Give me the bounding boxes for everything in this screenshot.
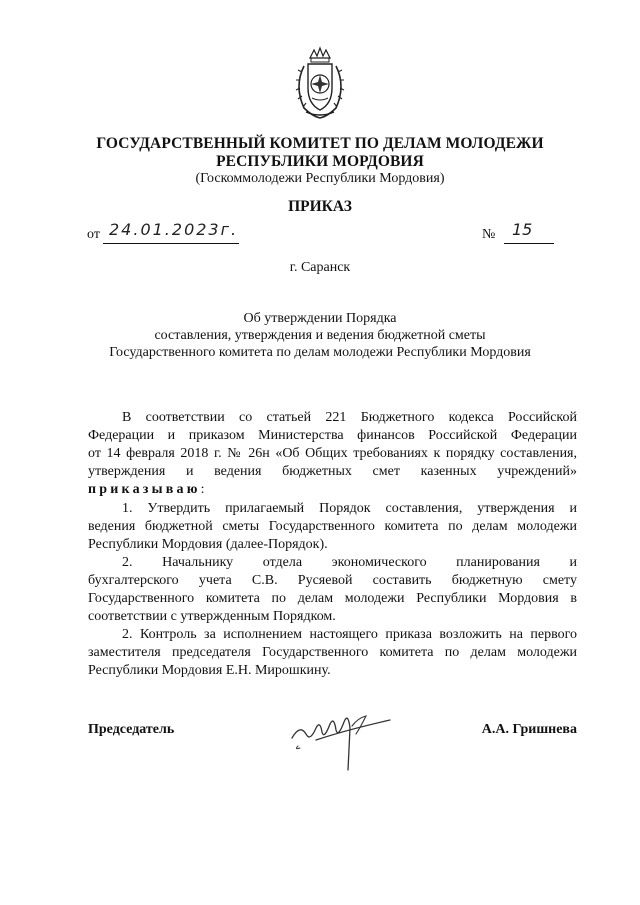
date-handwritten-value: 24.01.2023г.: [109, 220, 239, 239]
body-text-line: утверждения и ведения бюджетных смет казенных учреждений»: [88, 464, 577, 479]
number-prefix: №: [482, 227, 496, 242]
body-text-line: 2. Начальнику отдела экономического планирования и: [122, 555, 577, 570]
body-text-line: соответствии с утвержденным Порядком.: [88, 609, 336, 624]
body-text-line: Республики Мордовия (далее-Порядок).: [88, 537, 328, 552]
city: г. Саранск: [289, 260, 351, 275]
body-text-line: ведения бюджетной сметы Государственного комитета по делам молодежи: [88, 519, 577, 534]
signatory-name: А.А. Гришнева: [481, 722, 577, 737]
subject-line1: Об утверждении Порядка: [243, 311, 397, 326]
organization-title-line2: РЕСПУБЛИКИ МОРДОВИЯ: [216, 153, 424, 170]
organization-short-name: (Госкоммолодежи Республики Мордовия): [195, 171, 445, 186]
body-text-line: 2. Контроль за исполнением настоящего приказа возложить на первого: [122, 627, 577, 642]
document-type: ПРИКАЗ: [288, 198, 352, 215]
order-word-line: [88, 481, 577, 499]
organization-title-line1: ГОСУДАРСТВЕННЫЙ КОМИТЕТ ПО ДЕЛАМ МОЛОДЕЖИ: [96, 135, 544, 152]
coat-of-arms-icon: [290, 46, 350, 120]
body-text-line: 1. Утвердить прилагаемый Порядок составления, утверждения и: [122, 501, 577, 516]
body-text-line: заместителя председателя Государственного комитета по делам молодежи: [88, 645, 577, 660]
order-word: приказываю: [88, 482, 201, 497]
body-text-line: от 14 февраля 2018 г. № 26н «Об Общих требованиях к порядку составления,: [88, 446, 577, 461]
signatory-title: Председатель: [88, 722, 175, 737]
number-field: [482, 220, 533, 244]
body-text-line: Республики Мордовия Е.Н. Мирошкину.: [88, 663, 331, 678]
order-colon: :: [200, 482, 205, 497]
subject-line3: Государственного комитета по делам молодежи Республики Мордовия: [109, 345, 531, 360]
body-text-line: Федерации и приказом Министерства финансов Российской Федерации: [88, 428, 577, 443]
date-field: [87, 220, 239, 244]
body-text-line: Государственного комитета по делам молодежи Республики Мордовия в: [88, 591, 577, 606]
subject-line2: составления, утверждения и ведения бюджетной сметы: [154, 328, 486, 343]
date-prefix: от: [87, 227, 100, 242]
body-text-line: бухгалтерского учета С.В. Русяевой составить бюджетную смету: [88, 573, 577, 588]
number-handwritten-value: 15: [512, 220, 533, 239]
handwritten-signature: [286, 694, 406, 774]
body-text-line: В соответствии со статьей 221 Бюджетного кодекса Российской: [122, 410, 577, 425]
